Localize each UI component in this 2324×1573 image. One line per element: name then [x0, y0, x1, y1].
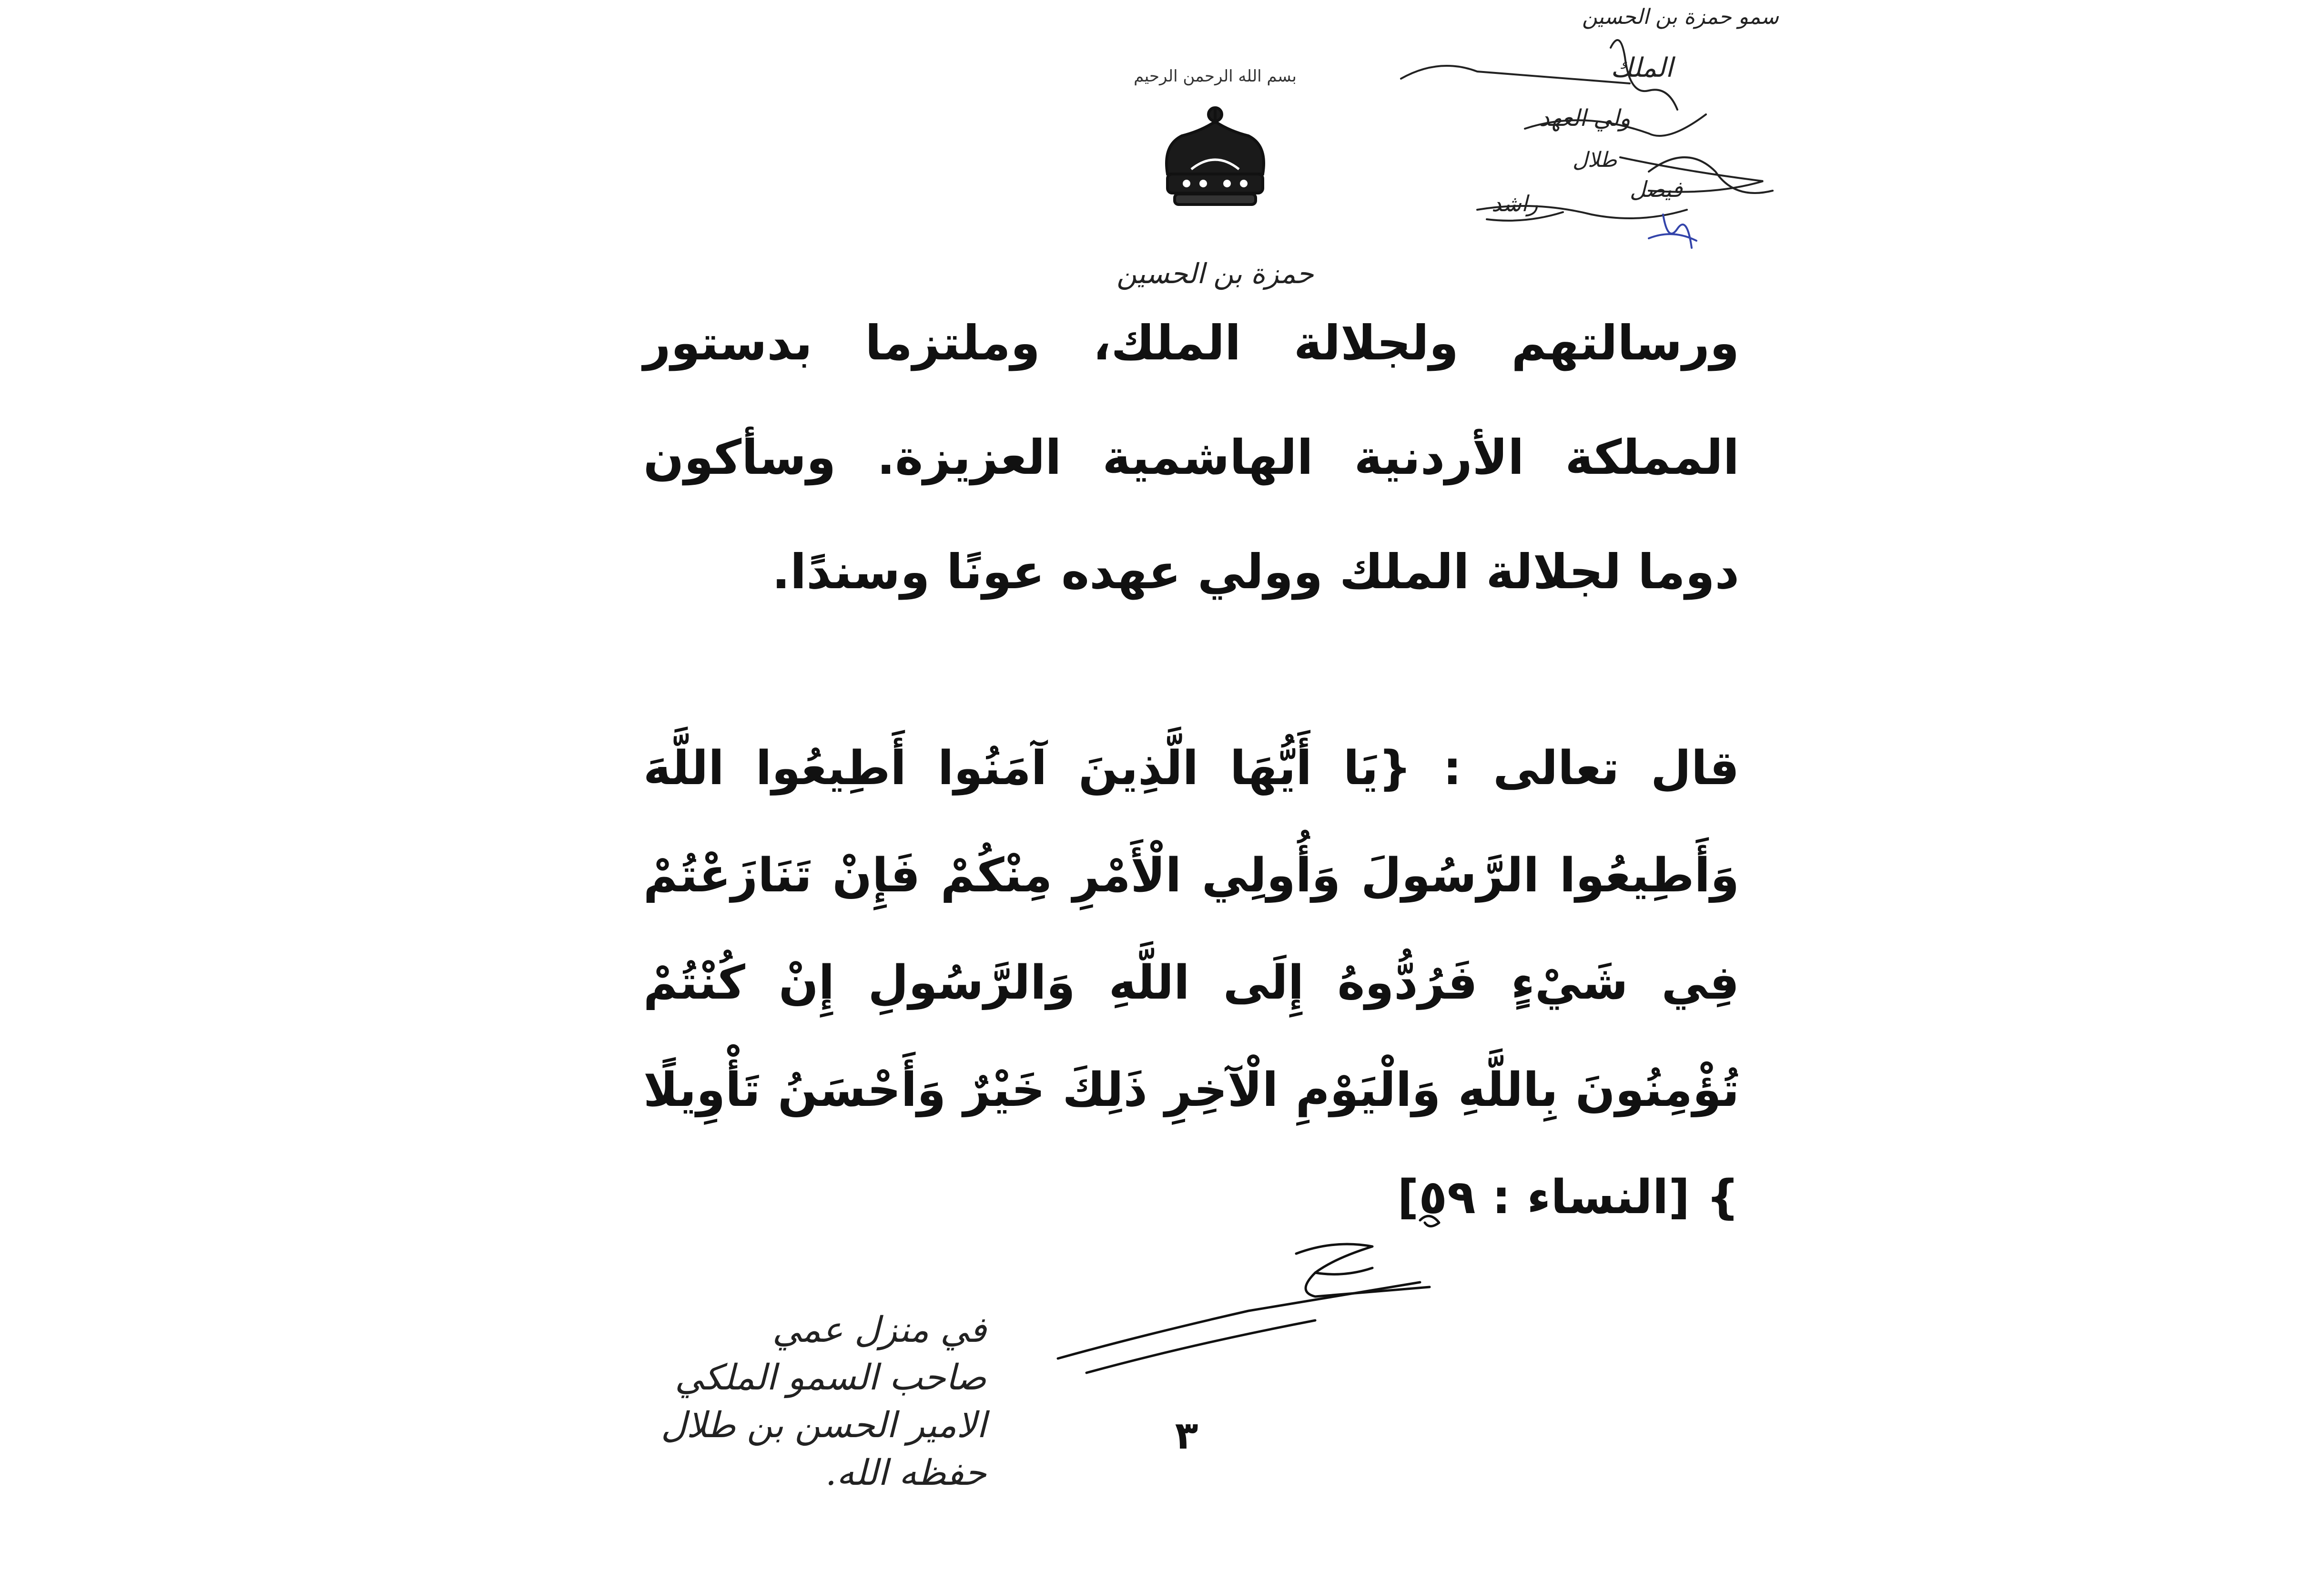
handwritten-notes — [1382, 0, 1787, 286]
addressee-line: في منزل عمي — [772, 1309, 986, 1350]
page-number: ٣ — [1175, 1413, 1198, 1458]
letterhead — [1067, 57, 1363, 290]
letterhead-name: حمزة بن الحسين — [1116, 257, 1314, 290]
verse-text: قال تعالى : {يَا أَيُّهَا الَّذِينَ آمَنُوا أَطِيعُوا اللَّهَ وَأَطِيعُوا الرَّسُولَ وَأُولِي الْأَمْرِ مِنْكُمْ فَإِنْ تَنَازَعْتُمْ فِي شَيْءٍ فَرُدُّوهُ إِلَى اللَّهِ وَالرَّسُولِ إِنْ كُنْتُمْ تُؤْمِنُونَ بِاللَّهِ وَالْيَوْمِ الْآخِرِ ذَلِكَ خَيْرٌ وَأَحْسَنُ تَأْوِيلًا } [النساء : ٥٩] — [643, 741, 1739, 1225]
basmala: بسم الله الرحمن الرحيم — [1134, 67, 1297, 86]
addressee-block — [653, 1306, 986, 1497]
note-line: طلال — [1573, 148, 1617, 172]
paragraph-text: ورسالتهم ولجلالة الملك، وملتزما بدستور المملكة الأردنية الهاشمية العزيزة. وسأكون دوما لجلالة الملك وولي عهده عونًا وسندًا. — [643, 315, 1739, 600]
addressee-line: الامير الحسن بن طلال — [660, 1405, 986, 1446]
royal-crown-icon — [1148, 102, 1282, 212]
addressee-line: حفظه الله. — [825, 1452, 986, 1493]
body-paragraph — [643, 286, 1739, 629]
note-line: فيصل — [1630, 176, 1683, 202]
quran-verse — [643, 715, 1739, 1251]
addressee-line: صاحب السمو الملكي — [675, 1357, 986, 1398]
initials-scribbles — [1382, 0, 1787, 286]
note-line: الملك — [1611, 52, 1673, 83]
note-line: راشد — [1492, 191, 1538, 216]
signature — [1048, 1201, 1458, 1382]
note-line: سمو حمزة بن الحسين — [1582, 5, 1779, 29]
note-line: ولي العهد — [1539, 105, 1631, 132]
